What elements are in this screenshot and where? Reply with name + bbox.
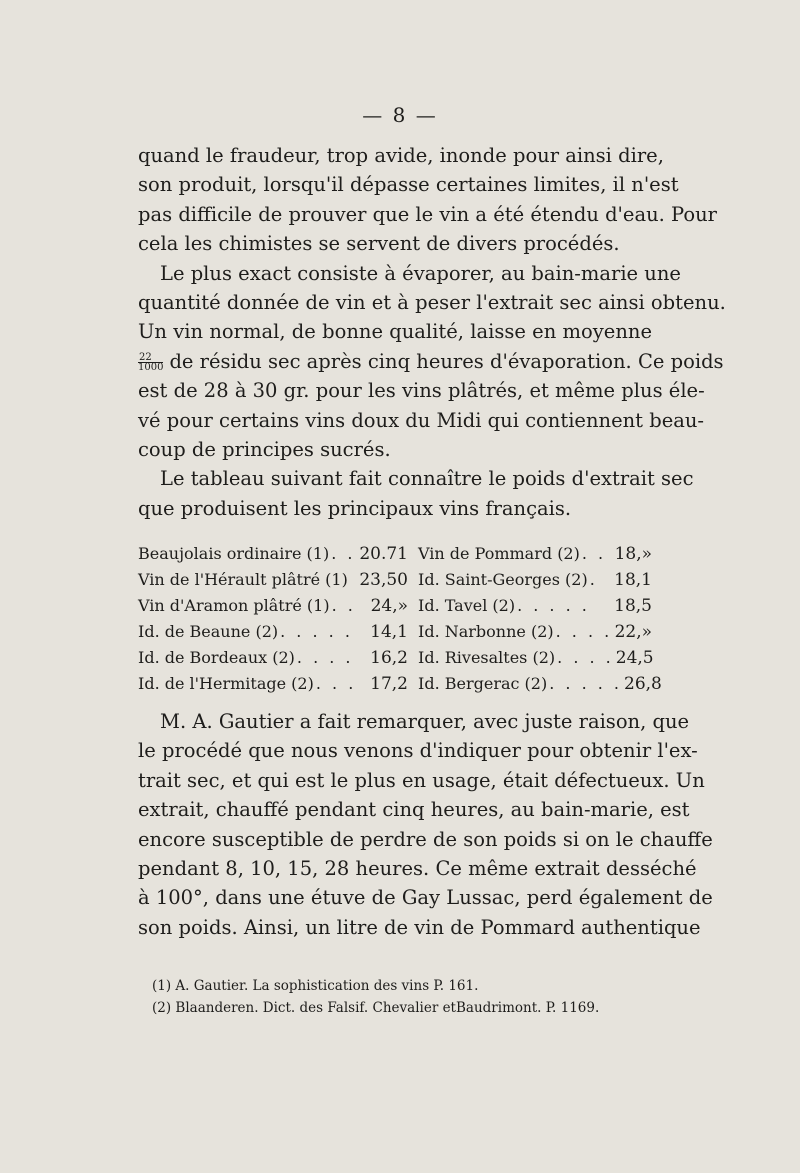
table-cell xyxy=(418,645,652,671)
extract-value: 14,1 xyxy=(370,622,408,642)
wine-name: Vin d'Aramon plâtré (1) xyxy=(138,596,330,615)
text-line: encore susceptible de perdre de son poids si on le chauffe xyxy=(138,827,713,851)
table-cell xyxy=(138,619,418,645)
extract-value: 18,5 xyxy=(614,596,652,616)
table-cell xyxy=(138,593,418,619)
extract-value: 18,1 xyxy=(614,570,652,590)
leader-dots: . xyxy=(589,570,598,589)
leader-dots: . . xyxy=(331,596,356,615)
table-row xyxy=(138,593,652,619)
table-cell xyxy=(418,593,652,619)
extract-value: 18,» xyxy=(614,544,652,564)
extract-value: 26,8 xyxy=(624,674,662,694)
text-line: est de 28 à 30 gr. pour les vins plâtrés, et même plus éle- xyxy=(138,379,705,403)
table-cell xyxy=(138,541,418,567)
text-line: son poids. Ainsi, un litre de vin de Pommard authentique xyxy=(138,915,701,939)
wine-name: Id. de Beaune (2) xyxy=(138,622,279,641)
leader-dots: . . xyxy=(581,544,607,563)
wine-name: Id. de l'Hermitage (2) xyxy=(138,674,314,693)
text-line: vé pour certains vins doux du Midi qui contiennent beau- xyxy=(138,408,705,432)
table-row xyxy=(138,645,652,671)
leader-dots: . . . xyxy=(315,674,357,693)
table-cell xyxy=(418,567,652,593)
table-row xyxy=(138,567,652,593)
table-cell xyxy=(138,567,418,593)
text-line: extrait, chauffé pendant cinq heures, au bain-marie, est xyxy=(138,798,690,822)
text-line: Un vin normal, de bonne qualité, laisse en moyenne xyxy=(138,320,652,344)
footnote: (2) Blaanderen. Dict. des Falsif. Chevalier etBaudrimont. P. 1169. xyxy=(152,1000,600,1016)
wine-name: Vin de Pommard (2) xyxy=(418,544,580,563)
text-line: à 100°, dans une étuve de Gay Lussac, perd également de xyxy=(138,886,713,910)
leader-dots xyxy=(348,567,359,593)
text-line: M. A. Gautier a fait remarquer, avec juste raison, que xyxy=(160,710,690,733)
text-line: de résidu sec après cinq heures d'évaporation. Ce poids xyxy=(169,349,724,373)
wine-name: Id. Rivesaltes (2) xyxy=(418,648,556,667)
wine-extract-table xyxy=(138,541,662,697)
body-text-top xyxy=(138,141,726,523)
fraction-numerator: 22 xyxy=(138,353,163,363)
fraction xyxy=(138,353,163,372)
table-row xyxy=(138,541,652,567)
text-line: le procédé que nous venons d'indiquer pour obtenir l'ex- xyxy=(138,739,698,763)
text-line: trait sec, et qui est le plus en usage, était défectueux. Un xyxy=(138,768,705,792)
leader-dots: . . . . . xyxy=(549,674,622,693)
text-line: coup de principes sucrés. xyxy=(138,437,391,461)
extract-value: 23,50 xyxy=(359,570,408,590)
text-line: Le tableau suivant fait connaître le poids d'extrait sec xyxy=(160,467,694,491)
table-cell xyxy=(418,671,662,697)
wine-name: Beaujolais ordinaire (1) xyxy=(138,544,330,563)
wine-name: Vin de l'Hérault plâtré (1) xyxy=(138,570,348,589)
table-cell xyxy=(418,619,652,645)
table-row xyxy=(138,619,652,645)
leader-dots: . . . . . xyxy=(517,596,590,615)
footnote: (1) A. Gautier. La sophistication des vins P. 161. xyxy=(152,978,479,994)
table-cell xyxy=(138,671,418,697)
body-text-bottom xyxy=(138,707,713,942)
extract-value: 24,» xyxy=(370,596,408,616)
text-line: quand le fraudeur, trop avide, inonde pour ainsi dire, xyxy=(138,144,664,167)
page-number: — 8 — xyxy=(362,103,438,127)
leader-dots: . . xyxy=(331,544,356,563)
leader-dots: . . . . xyxy=(555,622,613,641)
text-line-with-fraction xyxy=(138,347,724,376)
table-cell xyxy=(138,645,418,671)
table-cell xyxy=(418,541,652,567)
extract-value: 16,2 xyxy=(370,648,408,668)
table-row xyxy=(138,671,662,697)
text-line: pendant 8, 10, 15, 28 heures. Ce même extrait desséché xyxy=(138,856,697,880)
extract-value: 22,» xyxy=(614,622,652,642)
leader-dots: . . . . . xyxy=(280,622,353,641)
wine-name: Id. Narbonne (2) xyxy=(418,622,554,641)
text-line: pas difficile de prouver que le vin a été étendu d'eau. Pour xyxy=(138,202,717,226)
extract-value: 24,5 xyxy=(615,648,654,668)
wine-name: Id. Saint-Georges (2) xyxy=(418,570,588,589)
footnotes xyxy=(152,975,652,1019)
wine-name: Id. Tavel (2) xyxy=(418,596,516,615)
leader-dots: . . . . xyxy=(296,648,354,667)
text-line: que produisent les principaux vins français. xyxy=(138,496,572,520)
leader-dots: . . . . xyxy=(557,648,614,667)
wine-name: Id. de Bordeaux (2) xyxy=(138,648,295,667)
text-line: Le plus exact consiste à évaporer, au bain-marie une xyxy=(160,261,681,285)
text-line: son produit, lorsqu'il dépasse certaines limites, il n'est xyxy=(138,173,679,197)
text-line: cela les chimistes se servent de divers procédés. xyxy=(138,232,620,256)
fraction-denominator: 1000 xyxy=(138,361,164,373)
extract-value: 20.71 xyxy=(359,544,408,564)
extract-value: 17,2 xyxy=(370,674,408,694)
text-line: quantité donnée de vin et à peser l'extrait sec ainsi obtenu. xyxy=(138,290,726,314)
wine-name: Id. Bergerac (2) xyxy=(418,674,548,693)
